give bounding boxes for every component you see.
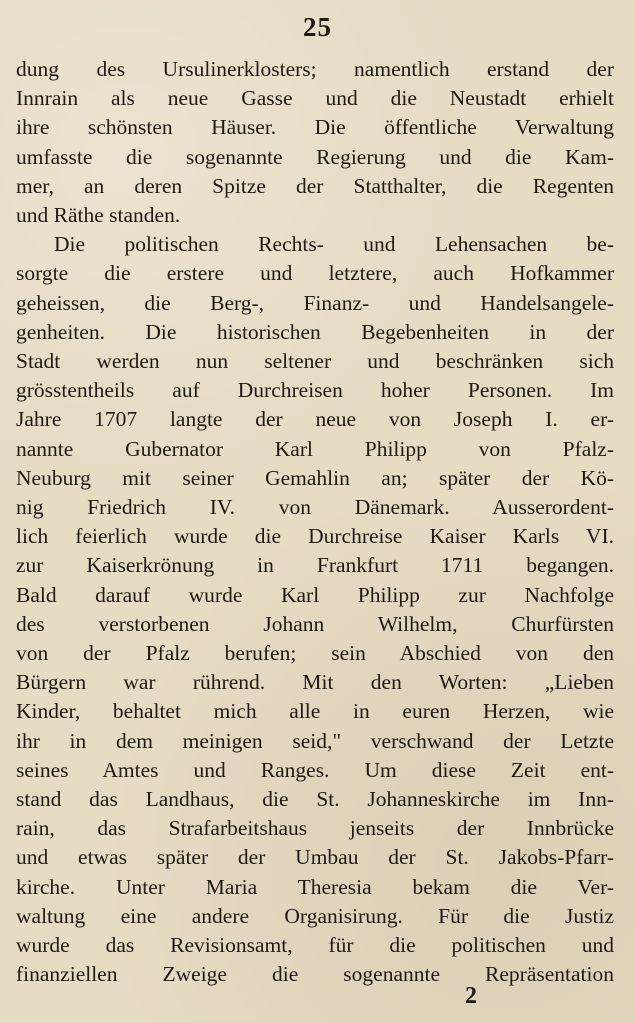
text-line-24: ihr in dem meinigen seid," verschwand der Letzte (16, 728, 614, 753)
text-line-9: geheissen, die Berg-, Finanz- und Handelsangele- (16, 290, 614, 315)
text-line-12: grösstentheils auf Durchreisen hoher Personen. Im (16, 378, 614, 403)
text-line-25: seines Amtes und Ranges. Um diese Zeit ent- (16, 757, 614, 782)
text-line-17: lich feierlich wurde die Durchreise Kaiser Karls VI. (16, 524, 614, 549)
text-line-4: umfasste die sogenannte Regierung und die Kam- (16, 144, 614, 169)
text-line-5: mer, an deren Spitze der Statthalter, die Regenten (16, 173, 614, 198)
text-line-13: Jahre 1707 langte der neue von Joseph I. er- (16, 407, 614, 432)
text-line-26: stand das Landhaus, die St. Johanneskirche im Inn- (16, 787, 614, 812)
text-line-19: Bald darauf wurde Karl Philipp zur Nachfolge (16, 582, 614, 607)
text-line-27: rain, das Strafarbeitshaus jenseits der Innbrücke (16, 816, 614, 841)
text-line-3: ihre schönsten Häuser. Die öffentliche Verwaltung (16, 115, 614, 140)
text-line-15: Neuburg mit seiner Gemahlin an; später der Kö- (16, 465, 614, 490)
text-line-2: Innrain als neue Gasse und die Neustadt erhielt (16, 86, 614, 111)
text-line-18: zur Kaiserkrönung in Frankfurt 1711 begangen. (16, 553, 614, 578)
text-line-11: Stadt werden nun seltener und beschränken sich (16, 349, 614, 374)
text-line-10: genheiten. Die historischen Begebenheiten in der (16, 319, 614, 344)
text-line-7: Die politischen Rechts- und Lehensachen be- (54, 232, 614, 257)
text-line-31: wurde das Revisionsamt, für die politischen und (16, 933, 614, 958)
page-text (16, 55, 614, 990)
text-line-8: sorgte die erstere und letztere, auch Hofkammer (16, 261, 614, 286)
text-line-21: von der Pfalz berufen; sein Abschied von den (16, 641, 614, 666)
text-line-28: und etwas später der Umbau der St. Jakobs-Pfarr- (16, 845, 614, 870)
text-line-32: finanziellen Zweige die sogenannte Repräsentation (16, 962, 614, 987)
text-line-23: Kinder, behaltet mich alle in euren Herzen, wie (16, 699, 614, 724)
text-line-6: und Räthe standen. (16, 203, 181, 228)
page-number: 25 (303, 12, 332, 42)
text-line-22: Bürgern war rührend. Mit den Worten: „Lieben (16, 670, 614, 695)
text-line-20: des verstorbenen Johann Wilhelm, Churfürsten (16, 611, 614, 636)
signature-mark: 2 (465, 983, 477, 1009)
text-line-1: dung des Ursulinerklosters; namentlich erstand der (16, 57, 614, 81)
text-line-29: kirche. Unter Maria Theresia bekam die Ver- (16, 874, 614, 899)
text-line-14: nannte Gubernator Karl Philipp von Pfalz- (16, 436, 614, 461)
text-line-16: nig Friedrich IV. von Dänemark. Ausserordent- (16, 495, 614, 520)
text-line-30: waltung eine andere Organisirung. Für die Justiz (16, 903, 614, 928)
